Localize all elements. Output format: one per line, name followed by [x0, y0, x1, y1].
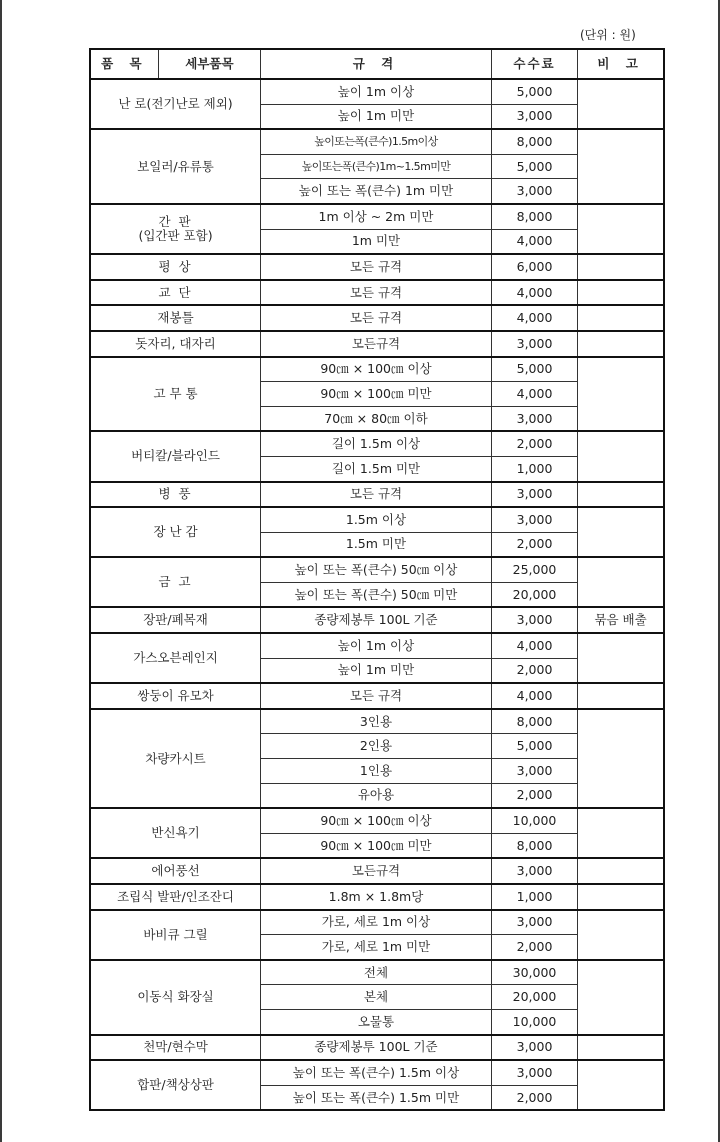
- item-name-cell: [90, 254, 261, 280]
- note-cell: [578, 557, 664, 607]
- fee-cell: 3,000: [491, 104, 577, 129]
- note-cell: [578, 808, 664, 858]
- spec-cell: 높이 1m 미만: [261, 658, 492, 683]
- fee-cell: 4,000: [491, 305, 577, 331]
- spec-cell: 오물통: [261, 1009, 492, 1034]
- table-row: [90, 305, 664, 331]
- spec-cell: 길이 1.5m 이상: [261, 431, 492, 456]
- spec-cell: 모든 규격: [261, 280, 492, 306]
- spec-cell: 모든 규격: [261, 254, 492, 280]
- fee-cell: 1,000: [491, 456, 577, 481]
- spec-cell: 높이 또는 폭(큰수) 1m 미만: [261, 179, 492, 204]
- table-row: [90, 254, 664, 280]
- item-name-cell: [90, 204, 261, 254]
- spec-cell: 높이 또는 폭(큰수) 50㎝ 이상: [261, 557, 492, 582]
- spec-cell: 높이 1m 이상: [261, 633, 492, 658]
- item-name: 금 고: [158, 574, 193, 590]
- fee-cell: 20,000: [491, 582, 577, 607]
- fee-cell: 2,000: [491, 658, 577, 683]
- fee-cell: 5,000: [491, 734, 577, 759]
- fee-cell: 3,000: [491, 406, 577, 431]
- table-row: [90, 607, 664, 633]
- fee-cell: 1,000: [491, 884, 577, 910]
- item-name: 교 단: [158, 284, 193, 300]
- note-cell: [578, 507, 664, 557]
- note-cell: [578, 858, 664, 884]
- table-row: [90, 129, 664, 154]
- table-row: [90, 507, 664, 532]
- spec-cell: 높이 또는 폭(큰수) 50㎝ 미만: [261, 582, 492, 607]
- fee-cell: 3,000: [491, 858, 577, 884]
- item-name-cell: [90, 633, 261, 683]
- fee-cell: 4,000: [491, 280, 577, 306]
- fee-cell: 5,000: [491, 357, 577, 382]
- fee-cell: 3,000: [491, 1035, 577, 1061]
- spec-cell: 길이 1.5m 미만: [261, 456, 492, 481]
- fee-cell: 2,000: [491, 935, 577, 960]
- note-cell: [578, 305, 664, 331]
- header-note: 비 고: [578, 49, 664, 79]
- table-header-row: [90, 49, 664, 79]
- item-name: 반신욕기: [151, 825, 200, 841]
- spec-cell: 1.8m × 1.8m당: [261, 884, 492, 910]
- spec-cell: 3인용: [261, 709, 492, 734]
- fee-cell: 3,000: [491, 331, 577, 357]
- item-name: 조립식 발판/인조잔디: [117, 888, 234, 904]
- item-name-cell: [90, 683, 261, 709]
- item-name: 보일러/유류통: [137, 158, 214, 174]
- note-cell: [578, 280, 664, 306]
- item-name: 합판/책상상판: [137, 1077, 214, 1093]
- fee-cell: 4,000: [491, 229, 577, 254]
- item-name: 쌍둥이 유모차: [137, 688, 214, 704]
- item-name: 돗자리, 대자리: [135, 335, 216, 351]
- fee-cell: 10,000: [491, 1009, 577, 1034]
- item-name-sub: (입간판 포함): [138, 228, 213, 244]
- fee-cell: 3,000: [491, 482, 577, 508]
- fee-cell: 4,000: [491, 633, 577, 658]
- note-cell: [578, 204, 664, 254]
- spec-cell: 높이또는폭(큰수)1m~1.5m미만: [261, 154, 492, 179]
- fee-cell: 4,000: [491, 382, 577, 407]
- spec-cell: 본체: [261, 985, 492, 1010]
- fee-cell: 3,000: [491, 507, 577, 532]
- spec-cell: 90㎝ × 100㎝ 미만: [261, 833, 492, 858]
- fee-cell: 5,000: [491, 154, 577, 179]
- item-name-cell: [90, 607, 261, 633]
- fee-cell: 3,000: [491, 607, 577, 633]
- note-cell: [578, 1060, 664, 1110]
- note-cell: [578, 633, 664, 683]
- fee-cell: 8,000: [491, 204, 577, 229]
- spec-cell: 모든규격: [261, 858, 492, 884]
- table-row: [90, 79, 664, 104]
- spec-cell: 종량제봉투 100L 기준: [261, 1035, 492, 1061]
- spec-cell: 높이 1m 미만: [261, 104, 492, 129]
- item-name-cell: [90, 305, 261, 331]
- table-row: [90, 1060, 664, 1085]
- note-cell: [578, 431, 664, 481]
- spec-cell: 90㎝ × 100㎝ 미만: [261, 382, 492, 407]
- item-name: 고 무 통: [153, 385, 198, 401]
- spec-cell: 높이 또는 폭(큰수) 1.5m 이상: [261, 1060, 492, 1085]
- item-name: 평 상: [158, 258, 193, 274]
- table-row: [90, 709, 664, 734]
- table-row: [90, 960, 664, 985]
- fee-cell: 4,000: [491, 683, 577, 709]
- item-name-cell: [90, 507, 261, 557]
- table-row: [90, 884, 664, 910]
- fee-cell: 10,000: [491, 808, 577, 833]
- note-cell: [578, 884, 664, 910]
- header-sub-item: 세부품목: [158, 49, 260, 79]
- note-cell: [578, 129, 664, 204]
- header-spec: 규 격: [261, 49, 492, 79]
- fee-cell: 2,000: [491, 431, 577, 456]
- note-cell: [578, 709, 664, 808]
- spec-cell: 1m 이상 ~ 2m 미만: [261, 204, 492, 229]
- item-name-cell: [90, 808, 261, 858]
- note-cell: [578, 482, 664, 508]
- spec-cell: 높이 1m 이상: [261, 79, 492, 104]
- note-cell: [578, 960, 664, 1035]
- fee-cell: 20,000: [491, 985, 577, 1010]
- fee-cell: 6,000: [491, 254, 577, 280]
- fee-cell: 2,000: [491, 1085, 577, 1110]
- fee-cell: 8,000: [491, 709, 577, 734]
- table-row: [90, 431, 664, 456]
- table-row: [90, 482, 664, 508]
- spec-cell: 1m 미만: [261, 229, 492, 254]
- item-name: 천막/현수막: [143, 1039, 208, 1055]
- spec-cell: 70㎝ × 80㎝ 이하: [261, 406, 492, 431]
- item-name: 난 로(전기난로 제외): [118, 96, 233, 112]
- item-name-cell: [90, 884, 261, 910]
- fee-cell: 30,000: [491, 960, 577, 985]
- unit-note: (단위 : 원): [580, 28, 636, 42]
- header-fee: 수수료: [491, 49, 577, 79]
- note-cell: 묶음 배출: [578, 607, 664, 633]
- spec-cell: 모든규격: [261, 331, 492, 357]
- item-name-cell: [90, 1035, 261, 1061]
- fee-cell: 3,000: [491, 1060, 577, 1085]
- item-name-cell: [90, 709, 261, 808]
- note-cell: [578, 79, 664, 129]
- table-row: [90, 1035, 664, 1061]
- page-left-border: [0, 0, 2, 1142]
- table-row: [90, 858, 664, 884]
- spec-cell: 전체: [261, 960, 492, 985]
- spec-cell: 1인용: [261, 759, 492, 784]
- item-name: 장판/폐목재: [143, 612, 208, 628]
- fee-cell: 5,000: [491, 79, 577, 104]
- spec-cell: 가로, 세로 1m 미만: [261, 935, 492, 960]
- table-row: [90, 357, 664, 382]
- item-name: 차량카시트: [145, 750, 206, 766]
- item-name-cell: [90, 858, 261, 884]
- item-name: 장 난 감: [153, 524, 198, 540]
- note-cell: [578, 683, 664, 709]
- item-name: 이동식 화장실: [137, 989, 214, 1005]
- table-body: [90, 79, 664, 1110]
- spec-cell: 높이또는폭(큰수)1.5m이상: [261, 129, 492, 154]
- table-row: [90, 683, 664, 709]
- fee-table: [89, 48, 665, 1111]
- spec-cell: 종량제봉투 100L 기준: [261, 607, 492, 633]
- fee-cell: 2,000: [491, 532, 577, 557]
- item-name-cell: [90, 431, 261, 481]
- table-row: [90, 280, 664, 306]
- note-cell: [578, 254, 664, 280]
- fee-cell: 8,000: [491, 833, 577, 858]
- spec-cell: 높이 또는 폭(큰수) 1.5m 미만: [261, 1085, 492, 1110]
- item-name-cell: [90, 357, 261, 432]
- spec-cell: 1.5m 이상: [261, 507, 492, 532]
- item-name: 버티칼/블라인드: [131, 448, 220, 464]
- fee-cell: 2,000: [491, 783, 577, 808]
- item-name-cell: [90, 960, 261, 1035]
- note-cell: [578, 331, 664, 357]
- item-name-cell: [90, 331, 261, 357]
- spec-cell: 모든 규격: [261, 683, 492, 709]
- spec-cell: 90㎝ × 100㎝ 이상: [261, 357, 492, 382]
- item-name-cell: [90, 280, 261, 306]
- note-cell: [578, 910, 664, 960]
- spec-cell: 1.5m 미만: [261, 532, 492, 557]
- item-name: 가스오븐레인지: [133, 650, 218, 666]
- item-name: 병 풍: [158, 486, 193, 502]
- spec-cell: 2인용: [261, 734, 492, 759]
- item-name-cell: [90, 129, 261, 204]
- table-row: [90, 808, 664, 833]
- item-name: 간 판: [158, 214, 193, 230]
- fee-cell: 3,000: [491, 910, 577, 935]
- table-row: [90, 633, 664, 658]
- table-row: [90, 331, 664, 357]
- table-row: [90, 557, 664, 582]
- fee-cell: 25,000: [491, 557, 577, 582]
- fee-cell: 3,000: [491, 759, 577, 784]
- spec-cell: 가로, 세로 1m 이상: [261, 910, 492, 935]
- item-name-cell: [90, 1060, 261, 1110]
- spec-cell: 유아용: [261, 783, 492, 808]
- spec-cell: 모든 규격: [261, 482, 492, 508]
- fee-cell: 3,000: [491, 179, 577, 204]
- fee-cell: 8,000: [491, 129, 577, 154]
- item-name: 에어풍선: [151, 863, 200, 879]
- item-name-cell: [90, 910, 261, 960]
- item-name-cell: [90, 482, 261, 508]
- header-item: 품 목: [90, 49, 158, 79]
- spec-cell: 모든 규격: [261, 305, 492, 331]
- item-name: 재봉틀: [157, 310, 194, 326]
- item-name-cell: [90, 79, 261, 129]
- table-row: [90, 910, 664, 935]
- note-cell: [578, 1035, 664, 1061]
- table-row: [90, 204, 664, 229]
- item-name-cell: [90, 557, 261, 607]
- spec-cell: 90㎝ × 100㎝ 이상: [261, 808, 492, 833]
- note-cell: [578, 357, 664, 432]
- item-name: 바비큐 그릴: [143, 926, 208, 942]
